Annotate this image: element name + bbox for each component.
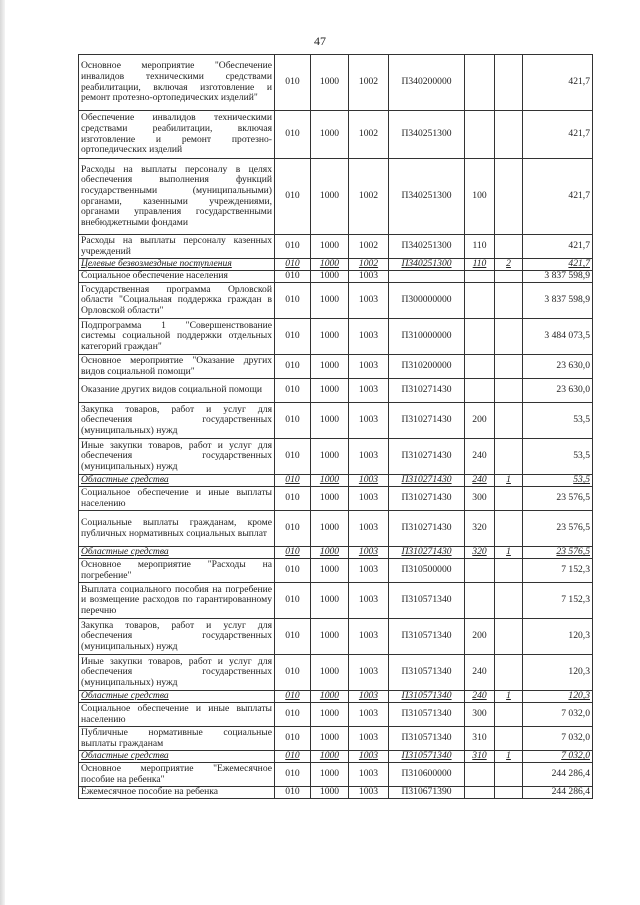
subsection-code-cell: 1003 [349, 403, 389, 439]
admin-code-cell: 010 [275, 403, 311, 439]
amount-cell: 421,7 [523, 235, 593, 259]
expense-type-cell: 200 [465, 619, 495, 655]
table-row [79, 655, 593, 691]
section-code-cell: 1000 [311, 475, 349, 487]
funding-source-cell [495, 379, 523, 403]
subsection-code-cell: 1003 [349, 583, 389, 619]
amount-cell: 53,5 [523, 403, 593, 439]
amount-cell: 7 152,3 [523, 583, 593, 619]
expense-type-cell [465, 319, 495, 355]
target-article-cell: П310571340 [389, 619, 465, 655]
target-article-cell: П310271430 [389, 487, 465, 511]
table-row [79, 511, 593, 547]
subsection-code-cell: 1003 [349, 691, 389, 703]
admin-code-cell: 010 [275, 259, 311, 271]
amount-cell: 120,3 [523, 619, 593, 655]
row-name-cell: Социальные выплаты гражданам, кроме публичных нормативных социальных выплат [79, 511, 275, 547]
target-article-cell: П310000000 [389, 319, 465, 355]
funding-source-cell [495, 583, 523, 619]
target-article-cell: П310671390 [389, 787, 465, 799]
funding-source-cell: 1 [495, 751, 523, 763]
expense-type-cell: 100 [465, 159, 495, 235]
admin-code-cell: 010 [275, 547, 311, 559]
expense-type-cell [465, 559, 495, 583]
row-name-cell: Областные средства [79, 547, 275, 559]
admin-code-cell: 010 [275, 763, 311, 787]
subsection-code-cell: 1002 [349, 259, 389, 271]
admin-code-cell: 010 [275, 751, 311, 763]
expense-type-cell [465, 55, 495, 111]
row-name-cell: Государственная программа Орловской области "Социальная поддержка граждан в Орловской области" [79, 283, 275, 319]
target-article-cell: П340251300 [389, 111, 465, 159]
section-code-cell: 1000 [311, 763, 349, 787]
funding-source-cell [495, 727, 523, 751]
funding-source-cell [495, 111, 523, 159]
expense-type-cell [465, 111, 495, 159]
admin-code-cell: 010 [275, 159, 311, 235]
amount-cell: 244 286,4 [523, 787, 593, 799]
section-code-cell: 1000 [311, 271, 349, 283]
funding-source-cell [495, 403, 523, 439]
subsection-code-cell: 1003 [349, 319, 389, 355]
row-name-cell: Иные закупки товаров, работ и услуг для обеспечения государственных (муниципальных) нужд [79, 439, 275, 475]
funding-source-cell [495, 319, 523, 355]
admin-code-cell: 010 [275, 355, 311, 379]
subsection-code-cell: 1002 [349, 235, 389, 259]
funding-source-cell [495, 355, 523, 379]
admin-code-cell: 010 [275, 439, 311, 475]
table-row [79, 703, 593, 727]
row-name-cell: Закупка товаров, работ и услуг для обеспечения государственных (муниципальных) нужд [79, 403, 275, 439]
row-name-cell: Целевые безвозмездные поступления [79, 259, 275, 271]
row-name-cell: Основное мероприятие "Ежемесячное пособие на ребенка" [79, 763, 275, 787]
subsection-code-cell: 1003 [349, 655, 389, 691]
amount-cell: 421,7 [523, 111, 593, 159]
amount-cell: 23 576,5 [523, 547, 593, 559]
row-name-cell: Выплата социального пособия на погребение и возмещение расходов по гарантированному перечню [79, 583, 275, 619]
subsection-code-cell: 1002 [349, 159, 389, 235]
expense-type-cell [465, 583, 495, 619]
target-article-cell: П310600000 [389, 763, 465, 787]
table-row [79, 787, 593, 799]
table-row [79, 55, 593, 111]
admin-code-cell: 010 [275, 787, 311, 799]
row-name-cell: Областные средства [79, 751, 275, 763]
subsection-code-cell: 1003 [349, 703, 389, 727]
section-code-cell: 1000 [311, 727, 349, 751]
scan-edge [0, 0, 5, 905]
table-row [79, 111, 593, 159]
amount-cell: 23 576,5 [523, 511, 593, 547]
subsection-code-cell: 1002 [349, 111, 389, 159]
row-name-cell: Оказание других видов социальной помощи [79, 379, 275, 403]
expense-type-cell [465, 355, 495, 379]
funding-source-cell [495, 487, 523, 511]
table-row [79, 619, 593, 655]
section-code-cell: 1000 [311, 511, 349, 547]
subsection-code-cell: 1003 [349, 379, 389, 403]
amount-cell: 23 630,0 [523, 355, 593, 379]
section-code-cell: 1000 [311, 283, 349, 319]
row-name-cell: Расходы на выплаты персоналу в целях обеспечения выполнения функций государственными (муниципальными) органами, казенными учреждениями, органами управления государственными внебюджетными фондами [79, 159, 275, 235]
expense-type-cell [465, 271, 495, 283]
table-row [79, 547, 593, 559]
amount-cell: 53,5 [523, 475, 593, 487]
subsection-code-cell: 1003 [349, 763, 389, 787]
subsection-code-cell: 1003 [349, 439, 389, 475]
target-article-cell: П310200000 [389, 355, 465, 379]
row-name-cell: Расходы на выплаты персоналу казенных учреждений [79, 235, 275, 259]
table-row [79, 235, 593, 259]
row-name-cell: Основное мероприятие "Обеспечение инвалидов техническими средствами реабилитации, включая изготовление и ремонт протезно-ортопедических изделий" [79, 55, 275, 111]
section-code-cell: 1000 [311, 655, 349, 691]
amount-cell: 3 837 598,9 [523, 283, 593, 319]
funding-source-cell [495, 559, 523, 583]
table-row [79, 319, 593, 355]
table-row [79, 271, 593, 283]
section-code-cell: 1000 [311, 751, 349, 763]
amount-cell: 23 630,0 [523, 379, 593, 403]
amount-cell: 7 032,0 [523, 751, 593, 763]
section-code-cell: 1000 [311, 559, 349, 583]
funding-source-cell [495, 511, 523, 547]
subsection-code-cell: 1003 [349, 355, 389, 379]
table-row [79, 259, 593, 271]
funding-source-cell [495, 235, 523, 259]
funding-source-cell: 2 [495, 259, 523, 271]
amount-cell: 421,7 [523, 159, 593, 235]
expense-type-cell [465, 787, 495, 799]
subsection-code-cell: 1003 [349, 511, 389, 547]
table-row [79, 559, 593, 583]
table-row [79, 403, 593, 439]
table-row [79, 487, 593, 511]
amount-cell: 120,3 [523, 655, 593, 691]
expense-type-cell [465, 283, 495, 319]
subsection-code-cell: 1002 [349, 55, 389, 111]
admin-code-cell: 010 [275, 55, 311, 111]
target-article-cell: П340251300 [389, 235, 465, 259]
row-name-cell: Ежемесячное пособие на ребенка [79, 787, 275, 799]
funding-source-cell [495, 159, 523, 235]
amount-cell: 120,3 [523, 691, 593, 703]
row-name-cell: Закупка товаров, работ и услуг для обеспечения государственных (муниципальных) нужд [79, 619, 275, 655]
funding-source-cell [495, 703, 523, 727]
admin-code-cell: 010 [275, 583, 311, 619]
funding-source-cell [495, 271, 523, 283]
table-row [79, 475, 593, 487]
table-row [79, 355, 593, 379]
expense-type-cell [465, 763, 495, 787]
target-article-cell: П310271430 [389, 379, 465, 403]
section-code-cell: 1000 [311, 111, 349, 159]
target-article-cell [389, 271, 465, 283]
table-row [79, 751, 593, 763]
row-name-cell: Основное мероприятие "Расходы на погребение" [79, 559, 275, 583]
admin-code-cell: 010 [275, 559, 311, 583]
target-article-cell: П340251300 [389, 259, 465, 271]
row-name-cell: Основное мероприятие "Оказание других видов социальной помощи" [79, 355, 275, 379]
admin-code-cell: 010 [275, 487, 311, 511]
amount-cell: 3 484 073,5 [523, 319, 593, 355]
target-article-cell: П310271430 [389, 547, 465, 559]
amount-cell: 23 576,5 [523, 487, 593, 511]
expense-type-cell: 200 [465, 403, 495, 439]
section-code-cell: 1000 [311, 703, 349, 727]
expense-type-cell: 240 [465, 439, 495, 475]
target-article-cell: П310271430 [389, 475, 465, 487]
target-article-cell: П310571340 [389, 583, 465, 619]
table-row [79, 439, 593, 475]
section-code-cell: 1000 [311, 235, 349, 259]
subsection-code-cell: 1003 [349, 559, 389, 583]
admin-code-cell: 010 [275, 475, 311, 487]
amount-cell: 7 152,3 [523, 559, 593, 583]
expense-type-cell: 240 [465, 655, 495, 691]
row-name-cell: Социальное обеспечение и иные выплаты населению [79, 703, 275, 727]
subsection-code-cell: 1003 [349, 487, 389, 511]
section-code-cell: 1000 [311, 547, 349, 559]
amount-cell: 3 837 598,9 [523, 271, 593, 283]
subsection-code-cell: 1003 [349, 475, 389, 487]
table-row [79, 727, 593, 751]
target-article-cell: П310271430 [389, 403, 465, 439]
row-name-cell: Публичные нормативные социальные выплаты гражданам [79, 727, 275, 751]
admin-code-cell: 010 [275, 379, 311, 403]
budget-table [78, 54, 593, 799]
row-name-cell: Обеспечение инвалидов техническими средствами реабилитации, включая изготовление и ремонт протезно-ортопедических изделий [79, 111, 275, 159]
funding-source-cell: 1 [495, 475, 523, 487]
section-code-cell: 1000 [311, 259, 349, 271]
expense-type-cell: 240 [465, 691, 495, 703]
section-code-cell: 1000 [311, 487, 349, 511]
row-name-cell: Социальное обеспечение населения [79, 271, 275, 283]
section-code-cell: 1000 [311, 583, 349, 619]
expense-type-cell: 310 [465, 727, 495, 751]
subsection-code-cell: 1003 [349, 787, 389, 799]
row-name-cell: Подпрограмма 1 "Совершенствование системы социальной поддержки отдельных категорий граждан" [79, 319, 275, 355]
expense-type-cell: 310 [465, 751, 495, 763]
target-article-cell: П310271430 [389, 439, 465, 475]
admin-code-cell: 010 [275, 271, 311, 283]
row-name-cell: Иные закупки товаров, работ и услуг для обеспечения государственных (муниципальных) нужд [79, 655, 275, 691]
expense-type-cell: 110 [465, 235, 495, 259]
admin-code-cell: 010 [275, 619, 311, 655]
admin-code-cell: 010 [275, 727, 311, 751]
section-code-cell: 1000 [311, 55, 349, 111]
amount-cell: 53,5 [523, 439, 593, 475]
section-code-cell: 1000 [311, 379, 349, 403]
expense-type-cell: 110 [465, 259, 495, 271]
section-code-cell: 1000 [311, 355, 349, 379]
section-code-cell: 1000 [311, 439, 349, 475]
target-article-cell: П310271430 [389, 511, 465, 547]
section-code-cell: 1000 [311, 691, 349, 703]
target-article-cell: П310571340 [389, 751, 465, 763]
funding-source-cell [495, 55, 523, 111]
admin-code-cell: 010 [275, 511, 311, 547]
target-article-cell: П310571340 [389, 727, 465, 751]
row-name-cell: Социальное обеспечение и иные выплаты населению [79, 487, 275, 511]
expense-type-cell: 300 [465, 703, 495, 727]
subsection-code-cell: 1003 [349, 727, 389, 751]
table-row [79, 583, 593, 619]
expense-type-cell: 320 [465, 547, 495, 559]
admin-code-cell: 010 [275, 703, 311, 727]
subsection-code-cell: 1003 [349, 271, 389, 283]
subsection-code-cell: 1003 [349, 619, 389, 655]
table-row [79, 691, 593, 703]
expense-type-cell: 320 [465, 511, 495, 547]
section-code-cell: 1000 [311, 619, 349, 655]
subsection-code-cell: 1003 [349, 283, 389, 319]
target-article-cell: П300000000 [389, 283, 465, 319]
amount-cell: 421,7 [523, 259, 593, 271]
funding-source-cell: 1 [495, 547, 523, 559]
page-number: 47 [314, 34, 326, 48]
funding-source-cell [495, 763, 523, 787]
funding-source-cell [495, 787, 523, 799]
amount-cell: 7 032,0 [523, 727, 593, 751]
table-row [79, 283, 593, 319]
section-code-cell: 1000 [311, 319, 349, 355]
admin-code-cell: 010 [275, 655, 311, 691]
section-code-cell: 1000 [311, 403, 349, 439]
expense-type-cell [465, 379, 495, 403]
amount-cell: 7 032,0 [523, 703, 593, 727]
subsection-code-cell: 1003 [349, 751, 389, 763]
target-article-cell: П340251300 [389, 159, 465, 235]
row-name-cell: Областные средства [79, 691, 275, 703]
target-article-cell: П310571340 [389, 691, 465, 703]
funding-source-cell [495, 439, 523, 475]
expense-type-cell: 300 [465, 487, 495, 511]
section-code-cell: 1000 [311, 159, 349, 235]
amount-cell: 244 286,4 [523, 763, 593, 787]
admin-code-cell: 010 [275, 283, 311, 319]
section-code-cell: 1000 [311, 787, 349, 799]
expense-type-cell: 240 [465, 475, 495, 487]
row-name-cell: Областные средства [79, 475, 275, 487]
table-row [79, 379, 593, 403]
admin-code-cell: 010 [275, 235, 311, 259]
admin-code-cell: 010 [275, 111, 311, 159]
table-row [79, 159, 593, 235]
target-article-cell: П310571340 [389, 655, 465, 691]
subsection-code-cell: 1003 [349, 547, 389, 559]
target-article-cell: П310571340 [389, 703, 465, 727]
funding-source-cell [495, 283, 523, 319]
amount-cell: 421,7 [523, 55, 593, 111]
table-row [79, 763, 593, 787]
funding-source-cell: 1 [495, 691, 523, 703]
funding-source-cell [495, 655, 523, 691]
target-article-cell: П340200000 [389, 55, 465, 111]
admin-code-cell: 010 [275, 319, 311, 355]
target-article-cell: П310500000 [389, 559, 465, 583]
funding-source-cell [495, 619, 523, 655]
admin-code-cell: 010 [275, 691, 311, 703]
